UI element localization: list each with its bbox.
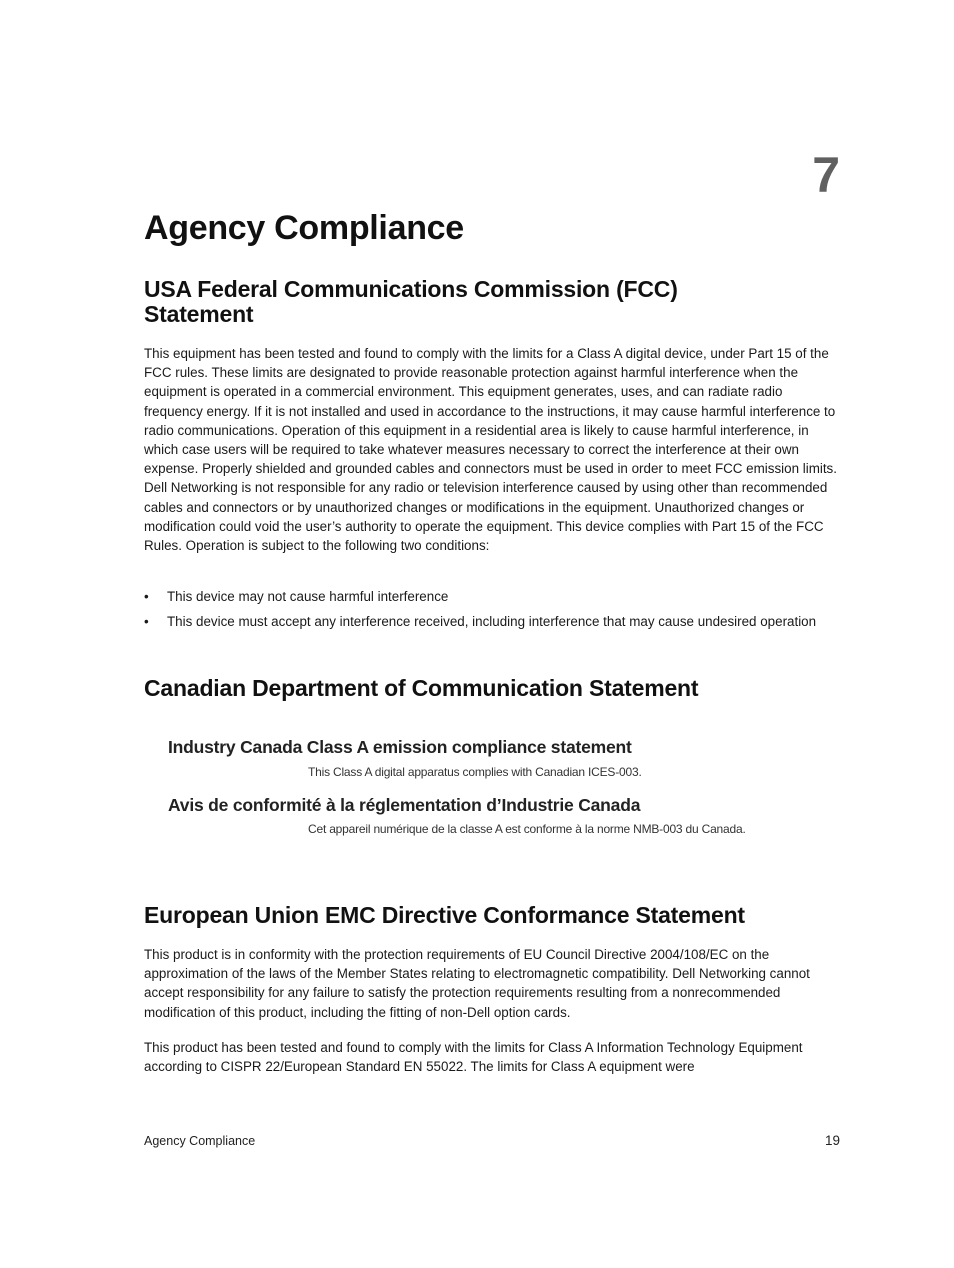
footer-section-label: Agency Compliance (144, 1134, 256, 1148)
footer-page-number: 19 (824, 1133, 840, 1148)
fcc-conditions-list (144, 587, 844, 637)
canada-french-text: Cet appareil numérique de la classe A est conforme à la norme NMB-003 du Canada. (308, 822, 746, 836)
canada-compliance-image (166, 735, 796, 860)
eu-paragraph-1: This product is in conformity with the protection requirements of EU Council Directive 2004/108/EC on the approximation of the laws of the Member States relating to electromagnetic compatibility. Dell Networking cannot accept responsibility for any failure to satisfy the protection requirements resulting from a nonrecommended modification of this product, including the fitting of non-Dell option cards. (144, 947, 810, 1020)
fcc-heading (144, 277, 678, 327)
list-item (144, 612, 844, 631)
canada-english-title: Industry Canada Class A emission compliance statement (168, 737, 632, 757)
page-title: Agency Compliance (144, 209, 464, 247)
condition-text: This device must accept any interference received, including interference that may cause undesired operation (167, 614, 817, 630)
chapter-number: 7 (812, 147, 840, 203)
bullet-icon: • (144, 614, 149, 630)
eu-paragraph-2: This product has been tested and found to comply with the limits for Class A Information Technology Equipment according to CISPR 22/European Standard EN 55022. The limits for Class A equipment were (144, 1040, 803, 1075)
canada-heading: Canadian Department of Communication Statement (144, 675, 699, 701)
fcc-paragraph: This equipment has been tested and found to comply with the limits for a Class A digital device, under Part 15 of the FCC rules. These limits are designated to provide reasonable protection against harmful interference when the equipment is operated in a commercial environment. This equipment generates, uses, and can radiate radio frequency energy. If it is not installed and used in accordance to the instructions, it may cause harmful interference to radio communications. Operation of this equipment in a residential area is likely to cause harmful interference, in which case users will be required to take whatever measures necessary to correct the interference at their own expense. Properly shielded and grounded cables and connectors must be used in order to meet FCC emission limits. Dell Networking is not responsible for any radio or television interference caused by using other than recommended cables and connectors or by unauthorized changes or modifications in the equipment. Unauthorized changes or modification could void the user’s authority to operate the equipment. This device complies with Part 15 of the FCC Rules. Operation is subject to the following two conditions: (144, 346, 837, 554)
fcc-heading-line2: Statement (144, 301, 254, 327)
bullet-icon: • (144, 589, 149, 604)
condition-text: This device may not cause harmful interference (167, 589, 449, 604)
canada-english-text: This Class A digital apparatus complies with Canadian ICES-003. (308, 765, 642, 779)
fcc-heading-line1: USA Federal Communications Commission (FCC) (144, 276, 678, 302)
list-item (144, 587, 844, 606)
eu-heading: European Union EMC Directive Conformance Statement (144, 902, 745, 928)
canada-french-title: Avis de conformité à la réglementation d’Industrie Canada (168, 795, 641, 815)
